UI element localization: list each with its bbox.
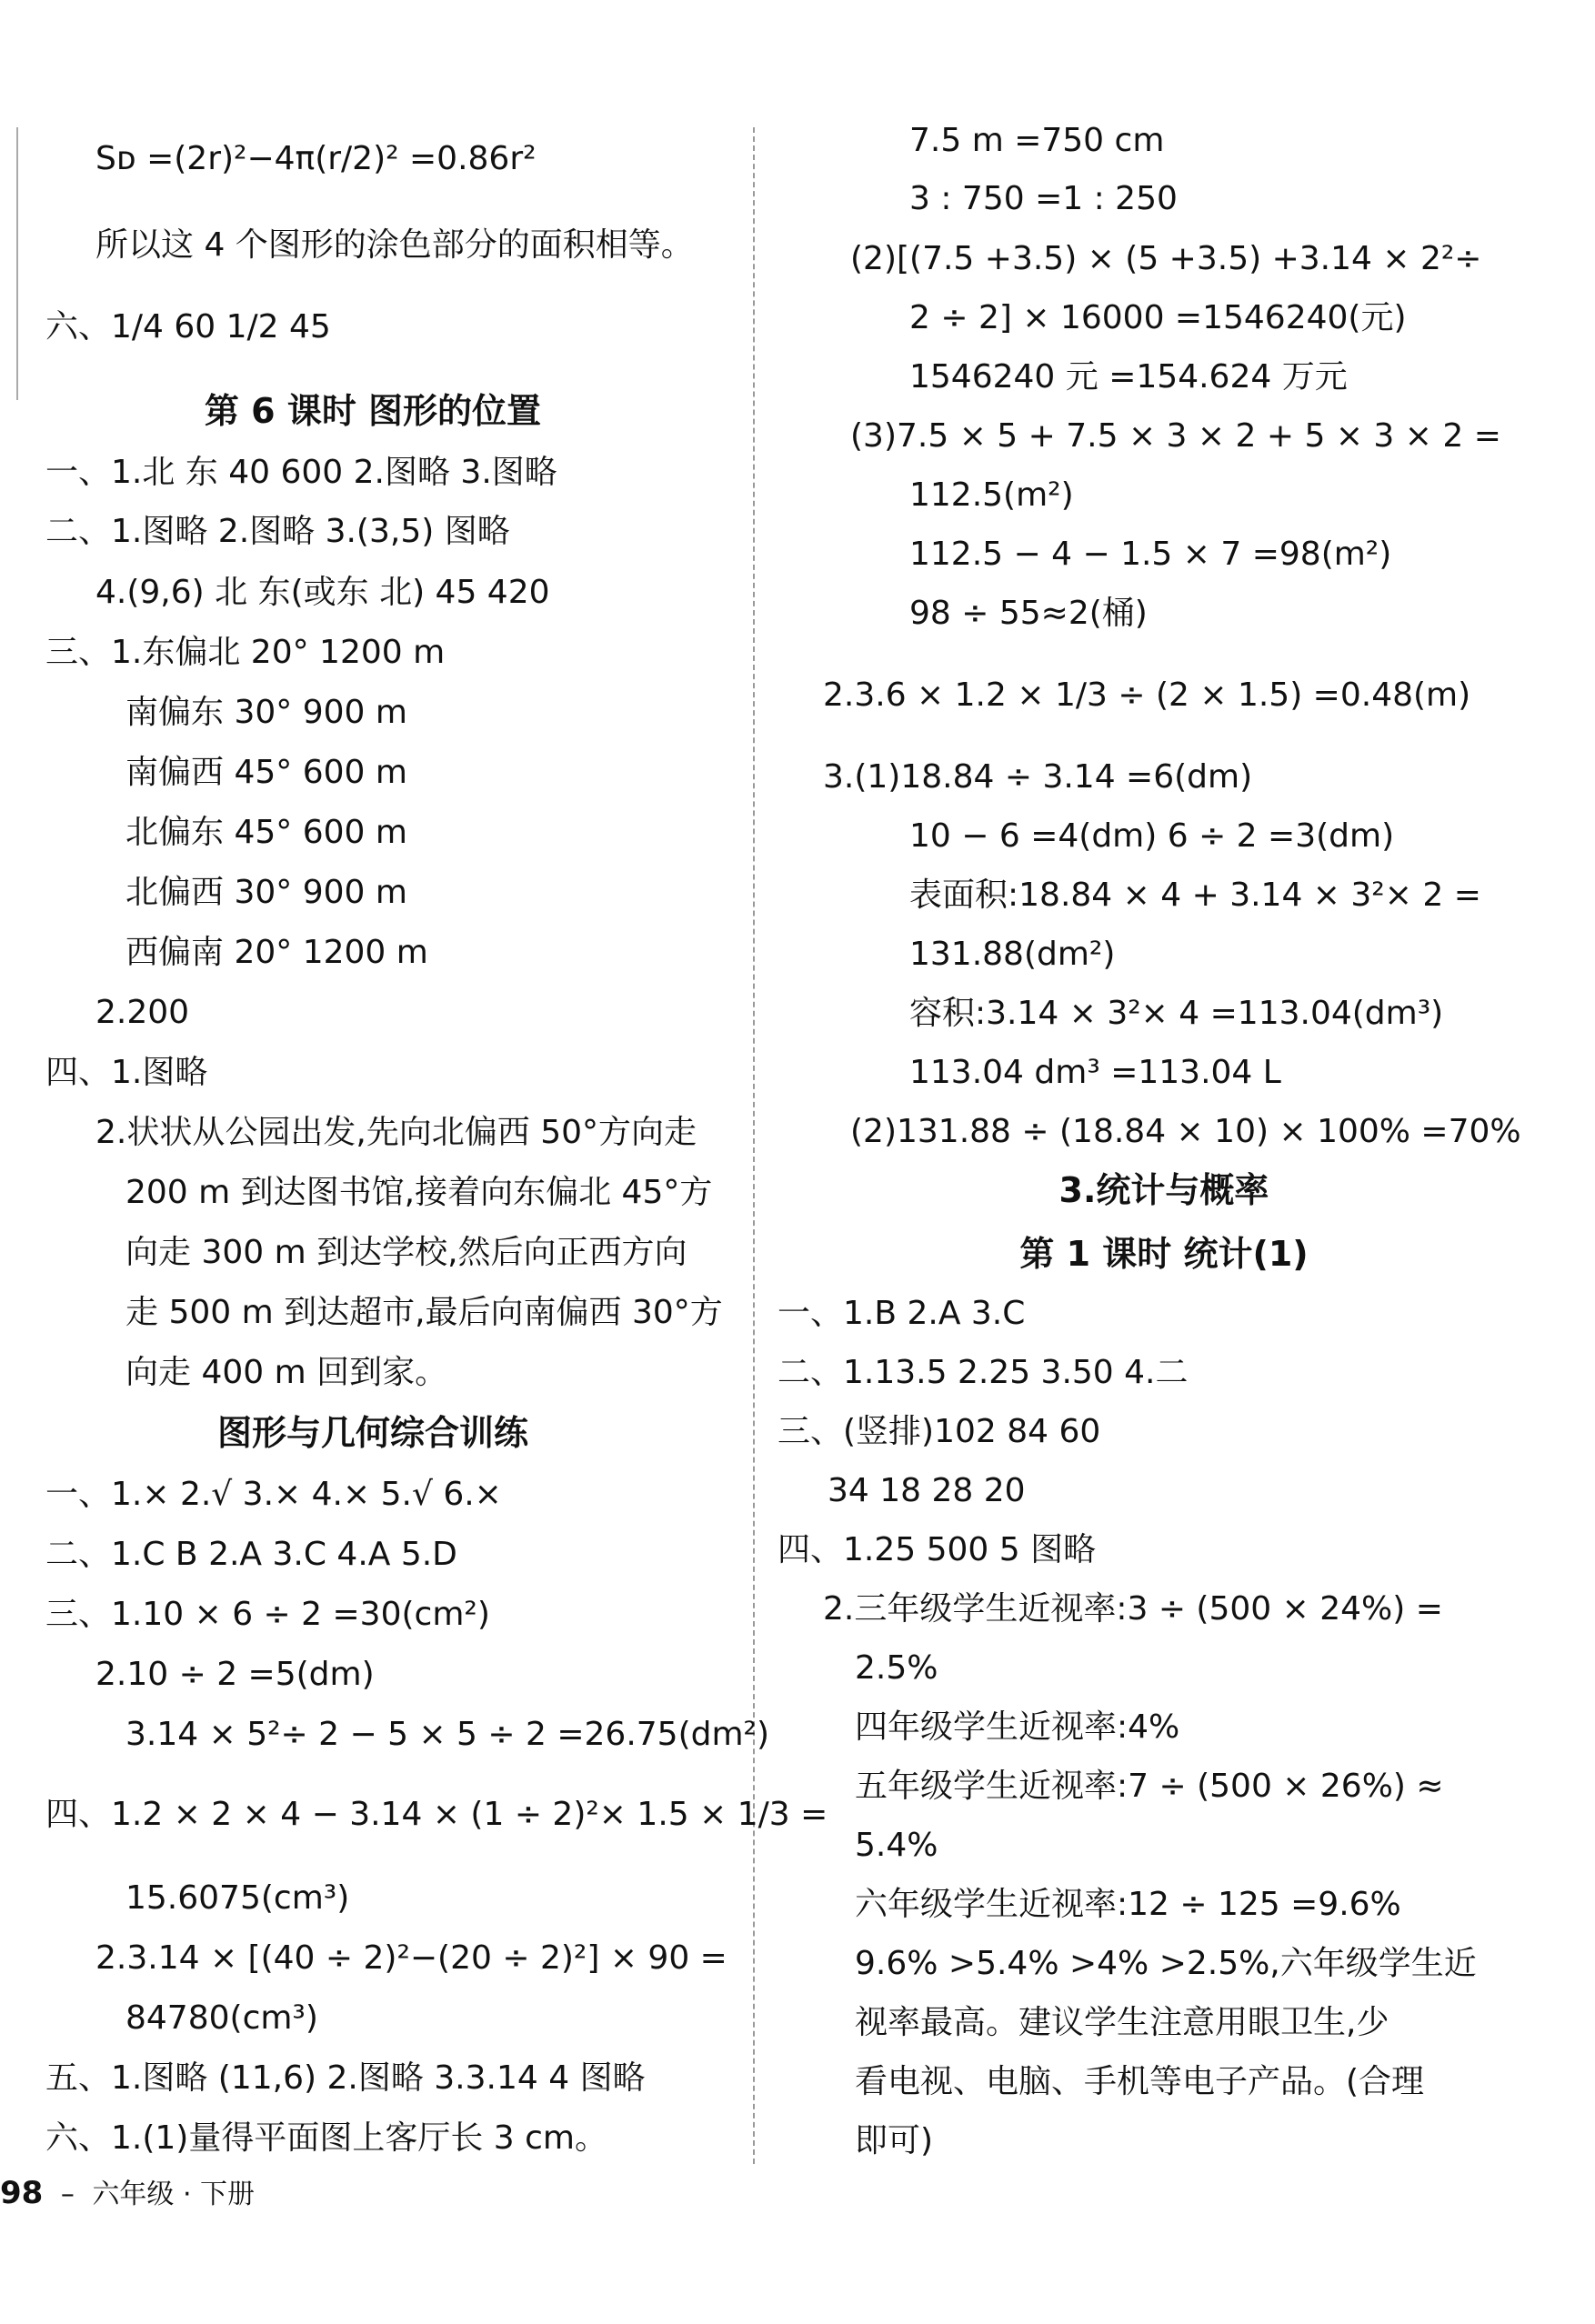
text-line: 2.200 <box>95 994 190 1031</box>
text-line: 走 500 m 到达超市,最后向南偏西 30°方 <box>125 1294 723 1331</box>
text-line: 四、1.25 500 5 图略 <box>777 1531 1097 1568</box>
text-line: 7.5 m =750 cm <box>909 122 1165 159</box>
text-line: 112.5(m²) <box>909 476 1074 514</box>
text-line: 二、1.13.5 2.25 3.50 4.二 <box>777 1354 1189 1391</box>
text-line: 看电视、电脑、手机等电子产品。(合理 <box>855 2063 1425 2100</box>
footer-grade: 六年级 · 下册 <box>92 2179 256 2210</box>
section-heading: 第 1 课时 统计(1) <box>1019 1234 1309 1274</box>
text-line: 113.04 dm³ =113.04 L <box>909 1054 1281 1091</box>
text-line: 向走 300 m 到达学校,然后向正西方向 <box>125 1234 687 1271</box>
text-line: 112.5 − 4 − 1.5 × 7 =98(m²) <box>909 536 1392 573</box>
text-line: 98 ÷ 55≈2(桶) <box>909 595 1148 632</box>
text-line: 容积:3.14 × 3²× 4 =113.04(dm³) <box>909 995 1444 1032</box>
text-line: 一、1.× 2.√ 3.× 4.× 5.√ 6.× <box>45 1476 502 1513</box>
text-line: 四、1.2 × 2 × 4 − 3.14 × (1 ÷ 2)²× 1.5 × 1/3 = <box>45 1796 828 1833</box>
page-footer <box>0 2173 255 2215</box>
text-line: Sᴅ =(2r)²−4π(r/2)² =0.86r² <box>95 140 537 177</box>
text-line: 3 : 750 =1 : 250 <box>909 180 1178 217</box>
text-line: (2)[(7.5 +3.5) × (5 +3.5) +3.14 × 2²÷ <box>850 240 1482 277</box>
page-number: 98 <box>0 2175 44 2211</box>
text-line: 四年级学生近视率:4% <box>855 1708 1180 1746</box>
text-line: 2.3.14 × [(40 ÷ 2)²−(20 ÷ 2)²] × 90 = <box>95 1939 727 1977</box>
section-heading: 第 6 课时 图形的位置 <box>204 391 542 431</box>
left-margin-rule <box>16 127 18 400</box>
text-line: 北偏东 45° 600 m <box>125 814 407 851</box>
text-line: (2)131.88 ÷ (18.84 × 10) × 100% =70% <box>850 1113 1521 1150</box>
text-line: 二、1.C B 2.A 3.C 4.A 5.D <box>45 1536 457 1573</box>
text-line: 三、1.10 × 6 ÷ 2 =30(cm²) <box>45 1596 490 1633</box>
text-line: 六、1/4 60 1/2 45 <box>45 308 331 346</box>
text-line: 1546240 元 =154.624 万元 <box>909 358 1348 396</box>
text-line: 一、1.北 东 40 600 2.图略 3.图略 <box>45 454 557 491</box>
text-line: 二、1.图略 2.图略 3.(3,5) 图略 <box>45 513 510 550</box>
section-heading: 3.统计与概率 <box>1058 1170 1269 1210</box>
text-line: 六年级学生近视率:12 ÷ 125 =9.6% <box>855 1886 1401 1923</box>
text-line: 2.三年级学生近视率:3 ÷ (500 × 24%) = <box>823 1590 1443 1628</box>
text-line: 3.(1)18.84 ÷ 3.14 =6(dm) <box>823 758 1253 796</box>
text-line: 视率最高。建议学生注意用眼卫生,少 <box>855 2004 1389 2041</box>
text-line: 五、1.图略 (11,6) 2.图略 3.3.14 4 图略 <box>45 2059 646 2097</box>
text-line: 表面积:18.84 × 4 + 3.14 × 3²× 2 = <box>909 877 1481 914</box>
text-line: 2.5% <box>855 1649 938 1687</box>
text-line: 向走 400 m 回到家。 <box>125 1354 448 1391</box>
text-line: 2.状状从公园出发,先向北偏西 50°方向走 <box>95 1114 697 1151</box>
text-line: 2.3.6 × 1.2 × 1/3 ÷ (2 × 1.5) =0.48(m) <box>823 676 1471 714</box>
text-line: 五年级学生近视率:7 ÷ (500 × 26%) ≈ <box>855 1768 1444 1805</box>
text-line: 9.6% >5.4% >4% >2.5%,六年级学生近 <box>855 1945 1477 1982</box>
text-line: 200 m 到达图书馆,接着向东偏北 45°方 <box>125 1174 713 1211</box>
text-line: 34 18 28 20 <box>828 1472 1026 1509</box>
text-line: 4.(9,6) 北 东(或东 北) 45 420 <box>95 574 550 611</box>
footer-dash: – <box>60 2179 75 2210</box>
text-line: 3.14 × 5²÷ 2 − 5 × 5 ÷ 2 =26.75(dm²) <box>125 1716 770 1753</box>
column-divider <box>753 127 755 2164</box>
text-line: 即可) <box>855 2122 934 2159</box>
text-line: 四、1.图略 <box>45 1054 208 1091</box>
text-line: 一、1.B 2.A 3.C <box>777 1295 1026 1332</box>
text-line: 2.10 ÷ 2 =5(dm) <box>95 1656 375 1693</box>
text-line: 15.6075(cm³) <box>125 1879 350 1917</box>
text-line: 南偏东 30° 900 m <box>125 694 407 731</box>
text-line: 南偏西 45° 600 m <box>125 754 407 791</box>
text-line: 所以这 4 个图形的涂色部分的面积相等。 <box>95 226 694 264</box>
text-line: 西偏南 20° 1200 m <box>125 934 428 971</box>
text-line: 三、1.东偏北 20° 1200 m <box>45 634 446 671</box>
text-line: 5.4% <box>855 1827 938 1864</box>
text-line: 三、(竖排)102 84 60 <box>777 1413 1101 1450</box>
text-line: 10 − 6 =4(dm) 6 ÷ 2 =3(dm) <box>909 817 1395 855</box>
text-line: (3)7.5 × 5 + 7.5 × 3 × 2 + 5 × 3 × 2 = <box>850 417 1501 455</box>
text-line: 2 ÷ 2] × 16000 =1546240(元) <box>909 299 1407 336</box>
text-line: 六、1.(1)量得平面图上客厅长 3 cm。 <box>45 2119 607 2157</box>
text-line: 84780(cm³) <box>125 1999 318 2037</box>
text-line: 131.88(dm²) <box>909 936 1116 973</box>
section-heading: 图形与几何综合训练 <box>216 1413 528 1453</box>
text-line: 北偏西 30° 900 m <box>125 874 407 911</box>
